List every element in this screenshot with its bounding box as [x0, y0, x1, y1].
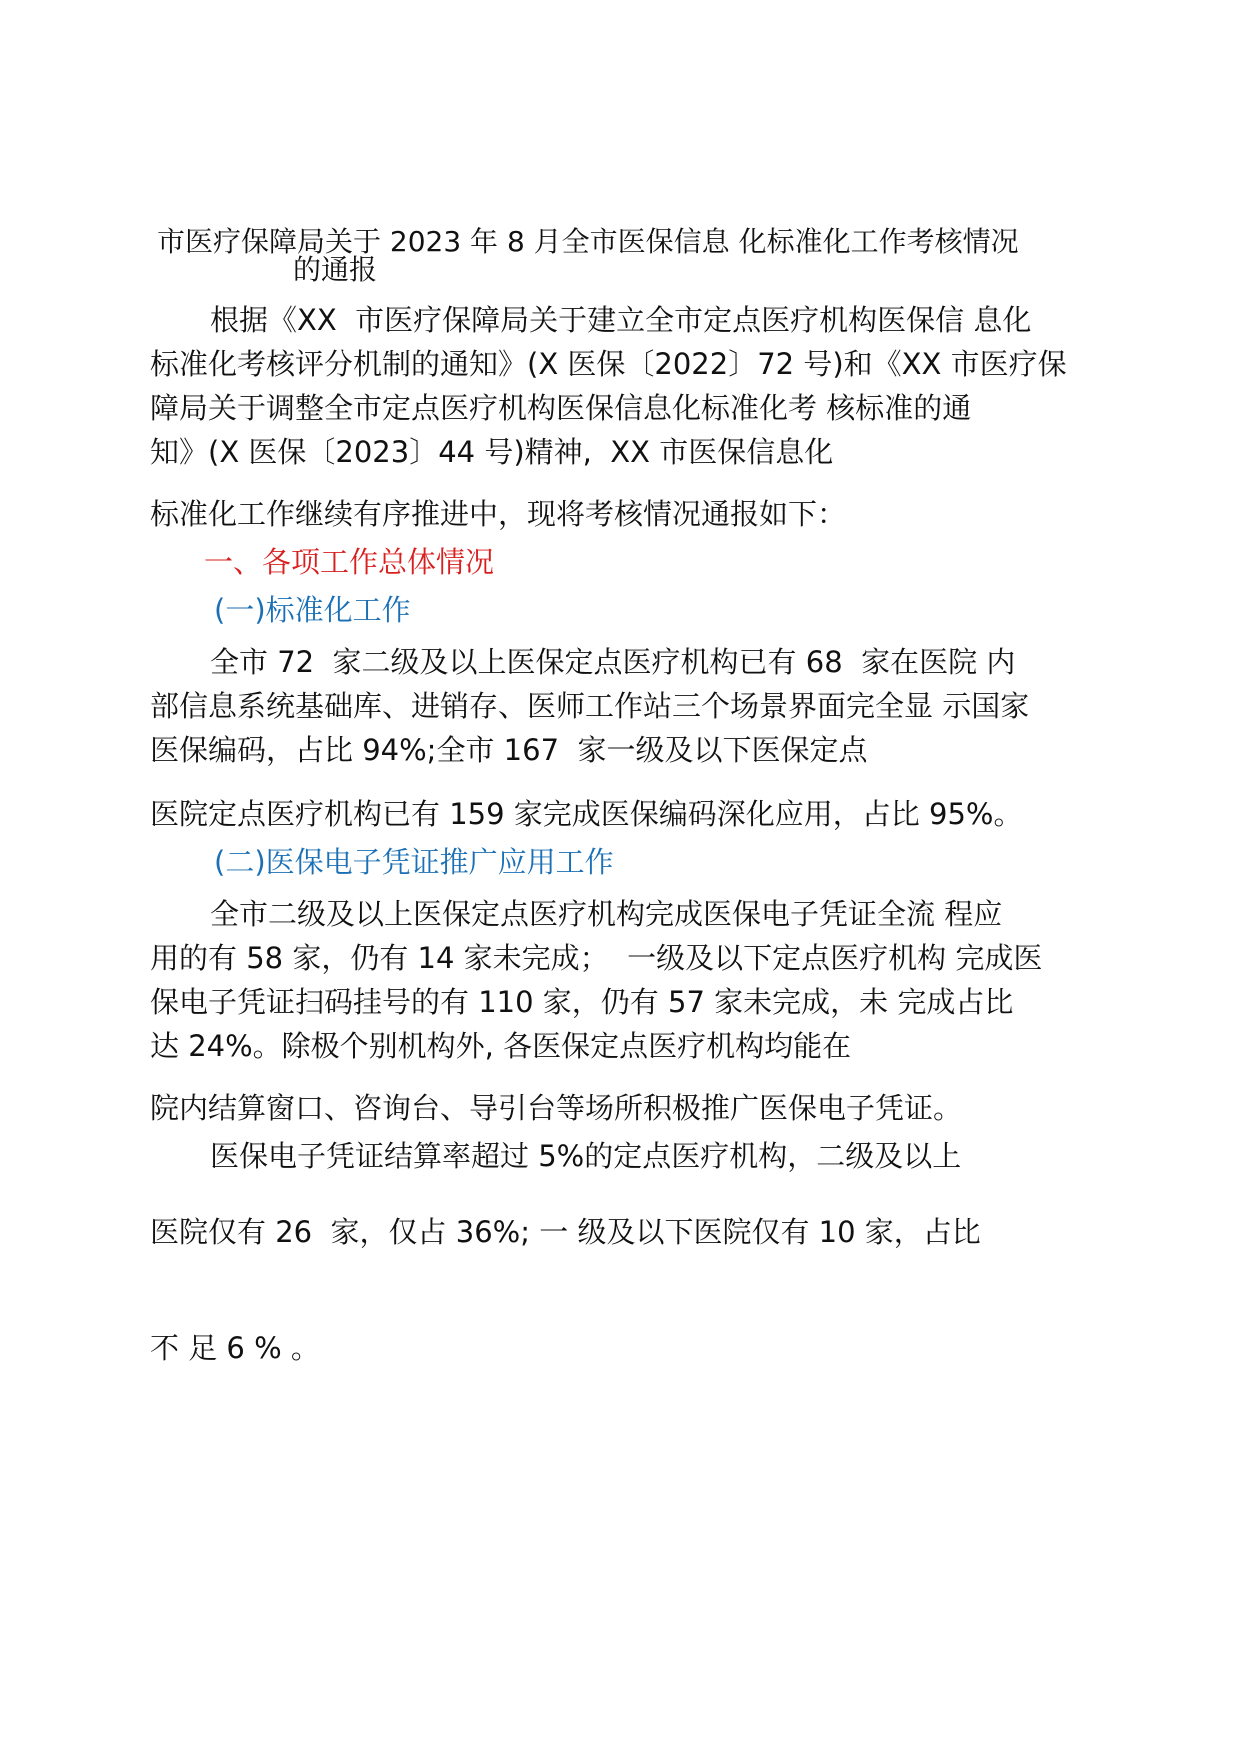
intro-paragraph-line: 障局关于调整全市定点医疗机构医保信息化标准化考 核标准的通: [150, 391, 972, 425]
standardization-paragraph-line: 全市 72 家二级及以上医保定点医疗机构已有 68 家在医院 内: [210, 645, 1016, 679]
standardization-paragraph-line: 医院定点医疗机构已有 159 家完成医保编码深化应用，占比 95%。: [150, 797, 1023, 831]
subsection-heading-e-voucher: (二)医保电子凭证推广应用工作: [214, 845, 614, 879]
e-voucher-paragraph-line: 医保电子凭证结算率超过 5%的定点医疗机构，二级及以上: [210, 1139, 962, 1173]
subsection-heading-standardization: (一)标准化工作: [214, 593, 411, 627]
standardization-paragraph-line: 部信息系统基础库、进销存、医师工作站三个场景界面完全显 示国家: [150, 689, 1030, 723]
e-voucher-paragraph-line: 用的有 58 家，仍有 14 家未完成； 一级及以下定点医疗机构 完成医: [150, 941, 1043, 975]
document-title-line-2: 的通报: [293, 253, 378, 286]
intro-paragraph-line: 标准化工作继续有序推进中，现将考核情况通报如下：: [150, 497, 847, 531]
e-voucher-paragraph-line: 医院仅有 26 家，仅占 36%; 一 级及以下医院仅有 10 家，占比: [150, 1215, 981, 1249]
e-voucher-paragraph-line: 不 足 6 % 。: [150, 1331, 320, 1365]
section-heading-overall: 一、各项工作总体情况: [204, 545, 495, 579]
document-title-line-1: 市医疗保障局关于 2023 年 8 月全市医保信息 化标准化工作考核情况: [157, 225, 1019, 258]
e-voucher-paragraph-line: 院内结算窗口、咨询台、导引台等场所积极推广医保电子凭证。: [150, 1091, 963, 1125]
e-voucher-paragraph-line: 达 24%。除极个别机构外, 各医保定点医疗机构均能在: [150, 1029, 852, 1063]
intro-paragraph-line: 根据《XX 市医疗保障局关于建立全市定点医疗机构医保信 息化: [210, 303, 1032, 337]
intro-paragraph-line: 标准化考核评分机制的通知》(X 医保〔2022〕72 号)和《XX 市医疗保: [150, 347, 1067, 381]
e-voucher-paragraph-line: 全市二级及以上医保定点医疗机构完成医保电子凭证全流 程应: [210, 897, 1003, 931]
standardization-paragraph-line: 医保编码，占比 94%;全市 167 家一级及以下医保定点: [150, 733, 868, 767]
intro-paragraph-line: 知》(X 医保〔2023〕44 号)精神, XX 市医保信息化: [150, 435, 834, 469]
e-voucher-paragraph-line: 保电子凭证扫码挂号的有 110 家，仍有 57 家未完成，未 完成占比: [150, 985, 1014, 1019]
